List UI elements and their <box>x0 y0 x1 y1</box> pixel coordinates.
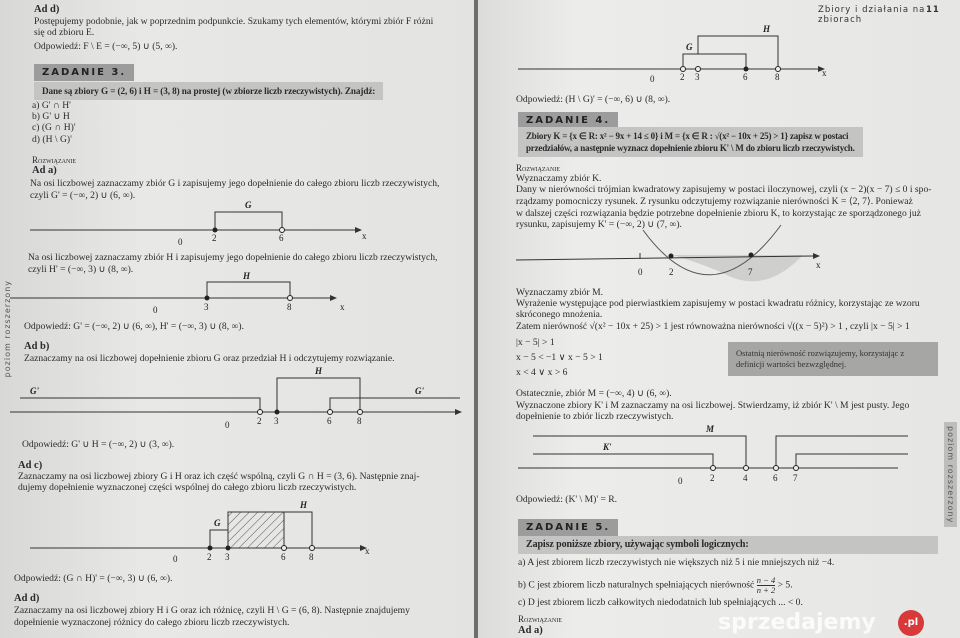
right-page <box>478 0 960 638</box>
task-number: ZADANIE 4. <box>518 112 618 129</box>
math-step: x < 4 ∨ x > 6 <box>516 367 568 378</box>
task-item <box>518 576 793 595</box>
page-number: 11 <box>926 5 940 15</box>
tick-label: 2 <box>257 416 262 426</box>
tick-label: 3 <box>274 416 279 426</box>
tick-label: 6 <box>327 416 332 426</box>
math-step: x − 5 < −1 ∨ x − 5 > 1 <box>516 352 603 363</box>
tick-label: 8 <box>357 416 362 426</box>
set-label: H <box>763 24 771 34</box>
text: Na osi liczbowej zaznaczamy zbiór G i zapisujemy jego dopełnienie do całego zbioru liczb rzeczywistych, <box>30 178 440 189</box>
heading-ad-b: Ad b) <box>24 341 50 352</box>
tick-label: 3 <box>225 552 230 562</box>
task-item: b) G' ∪ H <box>32 111 70 122</box>
text: Postępujemy podobnie, jak w poprzednim podpunkcie. Szukamy tych elementów, którymi zbiór F różni <box>34 16 434 27</box>
text: dopełnienie to zbiór liczb rzeczywistych. <box>516 411 674 422</box>
answer: Odpowiedź: F \ E = (−∞, 5) ∪ (5, ∞). <box>34 41 178 52</box>
tick-label: 0 <box>638 267 643 277</box>
task-line: przedziałów, a następnie wyznacz dopełnienie zbioru K' \ M do zbioru liczb rzeczywistych. <box>526 143 855 153</box>
number-line-km <box>478 424 960 490</box>
axis-label: x <box>816 260 821 270</box>
axis-label: x <box>822 68 827 78</box>
tick-label: 6 <box>279 233 284 243</box>
set-label: H <box>243 271 251 281</box>
set-label: G' <box>30 386 39 396</box>
set-label: M <box>706 424 715 434</box>
number-line-union <box>0 362 474 432</box>
task-item: c) (G ∩ H)' <box>32 122 76 133</box>
fraction-denominator: n + 2 <box>756 585 776 595</box>
tick-label: 0 <box>173 554 178 564</box>
set-label: G <box>686 42 693 52</box>
text: Zaznaczamy na osi liczbowej zbiory H i G oraz ich różnicę, czyli H \ G = (6, 8). Następnie znajdujemy <box>14 605 410 616</box>
task-item: a) G' ∩ H' <box>32 100 71 111</box>
text: Zaznaczamy na osi liczbowej dopełnienie zbioru G oraz przedział H i odczytujemy rozwiązanie. <box>24 353 395 364</box>
tick-label: 2 <box>680 72 685 82</box>
text: Dany w nierówności trójmian kwadratowy zapisujemy w postaci iloczynowej, czyli (x − 2)(x − 7) ≤ 0 i spo- <box>516 184 932 195</box>
text: Wyrażenie występujące pod pierwiastkiem zapisujemy w postaci kwadratu różnicy, korzystając ze wzoru <box>516 298 920 309</box>
answer: Odpowiedź: G' = (−∞, 2) ∪ (6, ∞), H' = (−∞, 3) ∪ (8, ∞). <box>24 321 244 332</box>
axis-label: x <box>365 546 370 556</box>
text: Wyznaczone zbiory K' i M zaznaczamy na osi liczbowej. Stwierdzamy, iż zbiór K' \ M jest pusty. Jego <box>516 400 910 411</box>
tick-label: 0 <box>678 476 683 486</box>
number-line-h <box>0 270 474 318</box>
set-label: K' <box>603 442 612 452</box>
set-label: H <box>300 500 308 510</box>
running-header: Zbiory i działania na zbiorach <box>818 5 926 25</box>
text: Zatem nierówność √(x² − 10x + 25) > 1 jest równoważna nierówności √((x − 5)²) > 1 , czyli |x − 5| > 1 <box>516 321 910 332</box>
tick-label: 2 <box>207 552 212 562</box>
solution-label: Rozwiązanie <box>516 163 560 173</box>
number-line-intersection <box>0 498 474 564</box>
heading-ad-a: Ad a) <box>32 165 57 176</box>
text: czyli H' = (−∞, 3) ∪ (8, ∞). <box>28 264 134 275</box>
tick-label: 4 <box>743 473 748 483</box>
set-label: G' <box>415 386 424 396</box>
parabola-graph <box>478 222 960 282</box>
text: rysunku, zapisujemy K' = (−∞, 2) ∪ (7, ∞). <box>516 219 682 230</box>
heading-ad-d: Ad d) <box>14 593 40 604</box>
tick-label: 3 <box>695 72 700 82</box>
side-label: poziom rozszerzony <box>3 280 12 378</box>
text: dujemy dopełnienie wyznaczonej części wspólnej do całego zbioru liczb rzeczywistych. <box>18 482 357 493</box>
tick-label: 0 <box>153 305 158 315</box>
text: skróconego mnożenia. <box>516 309 603 320</box>
text: się od zbioru E. <box>34 27 95 38</box>
left-page <box>0 0 474 638</box>
tick-label: 8 <box>287 302 292 312</box>
tick-label: 0 <box>178 237 183 247</box>
tick-label: 0 <box>650 74 655 84</box>
task-number: ZADANIE 5. <box>518 519 618 536</box>
fraction-numerator: n − 4 <box>756 575 776 585</box>
tick-label: 8 <box>309 552 314 562</box>
text: Ostatecznie, zbiór M = (−∞, 4) ∪ (6, ∞). <box>516 388 672 399</box>
tick-label: 6 <box>773 473 778 483</box>
task-line: Zbiory K = {x ∈ R: x² − 9x + 14 ≤ 0} i M = {x ∈ R : √(x² − 10x + 25) > 1} zapisz w postaci <box>526 131 849 141</box>
task-number: ZADANIE 3. <box>34 64 134 81</box>
axis-label: x <box>340 302 345 312</box>
text: czyli G' = (−∞, 2) ∪ (6, ∞). <box>30 190 136 201</box>
solution-label: Rozwiązanie <box>32 155 76 165</box>
tick-label: 3 <box>204 302 209 312</box>
watermark-badge: .pl <box>898 610 924 636</box>
side-label: poziom rozszerzony <box>944 422 957 527</box>
axis-label: x <box>362 231 367 241</box>
task-item-end: > 5. <box>777 579 793 591</box>
task-text: Zapisz poniższe zbiory, używając symboli logicznych: <box>518 536 938 554</box>
text: w dalszej części rozwiązania będzie potrzebne dopełnienie zbioru K, to korzystając ze sporządzonego już <box>516 208 921 219</box>
set-label: H <box>315 366 323 376</box>
text: rządzamy pomocniczy rysunek. Z rysunku odczytujemy rozwiązanie nierówności K = ⟨2, 7⟩. Ponieważ <box>516 196 913 207</box>
answer: Odpowiedź: (H \ G)' = (−∞, 6) ∪ (8, ∞). <box>516 94 671 105</box>
set-label: G <box>214 518 221 528</box>
tick-label: 2 <box>710 473 715 483</box>
heading-ad-c: Ad c) <box>18 460 43 471</box>
number-line-difference <box>478 14 960 84</box>
tick-label: 6 <box>281 552 286 562</box>
text: Wyznaczamy zbiór M. <box>516 287 604 298</box>
math-step: |x − 5| > 1 <box>516 337 555 348</box>
answer: Odpowiedź: (K' \ M)' = R. <box>516 494 618 505</box>
tick-label: 0 <box>225 420 230 430</box>
task-item: d) (H \ G)' <box>32 134 72 145</box>
text: dopełnienie wyznaczonej różnicy do całego zbioru liczb rzeczywistych. <box>14 617 290 628</box>
heading-ad-a: Ad a) <box>518 625 543 636</box>
tick-label: 2 <box>212 233 217 243</box>
tick-label: 2 <box>669 267 674 277</box>
text: Zaznaczamy na osi liczbowej zbiory G i H oraz ich część wspólną, czyli G ∩ H = (3, 6). Następnie znaj- <box>18 471 420 482</box>
heading-ad-d: Ad d) <box>34 4 60 15</box>
note-box: Ostatnią nierówność rozwiązujemy, korzystając z definicji wartości bezwzględnej. <box>728 342 938 376</box>
task-item: a) A jest zbiorem liczb rzeczywistych nie większych niż 5 i nie mniejszych niż −4. <box>518 557 835 568</box>
tick-label: 7 <box>748 267 753 277</box>
task-text: Dane są zbiory G = (2, 6) i H = (3, 8) na prostej (w zbiorze liczb rzeczywistych). Znajdź: <box>34 82 383 100</box>
tick-label: 8 <box>775 72 780 82</box>
number-line-g <box>0 198 474 250</box>
task-text <box>518 127 863 157</box>
watermark: sprzedajemy <box>718 610 876 635</box>
text: Wyznaczamy zbiór K. <box>516 173 602 184</box>
solution-label: Rozwiązanie <box>518 614 562 624</box>
tick-label: 6 <box>743 72 748 82</box>
answer: Odpowiedź: G' ∪ H = (−∞, 2) ∪ (3, ∞). <box>22 439 175 450</box>
task-item-text: b) C jest zbiorem liczb naturalnych spełniających nierówność <box>518 579 755 591</box>
set-label: G <box>245 200 252 210</box>
task-item: c) D jest zbiorem liczb całkowitych niedodatnich lub spełniających ... < 0. <box>518 597 803 608</box>
answer: Odpowiedź: (G ∩ H)' = (−∞, 3) ∪ (6, ∞). <box>14 573 173 584</box>
tick-label: 7 <box>793 473 798 483</box>
text: Na osi liczbowej zaznaczamy zbiór H i zapisujemy jego dopełnienie do całego zbioru liczb rzeczywistych, <box>28 252 438 263</box>
